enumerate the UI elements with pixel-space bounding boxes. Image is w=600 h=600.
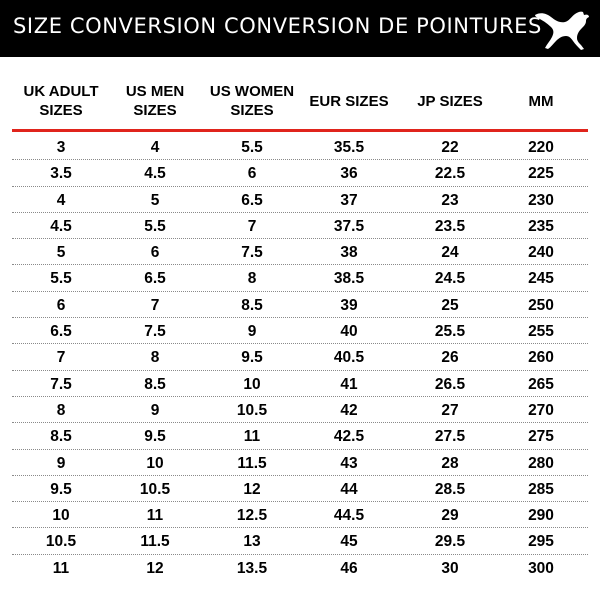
- table-row: [12, 318, 588, 344]
- table-header: [0, 78, 600, 124]
- table-cell: 42: [340, 401, 358, 419]
- table-cell: 10: [146, 454, 164, 472]
- column-header: [299, 78, 399, 124]
- table-row: [12, 134, 588, 160]
- table-cell: 9.5: [144, 428, 166, 446]
- table-cell: 8.5: [50, 428, 72, 446]
- table-cell: 25: [441, 296, 459, 314]
- column-header-line: US WOMEN: [209, 83, 295, 100]
- table-cell: 240: [528, 244, 554, 262]
- table-cell: 9: [56, 454, 66, 472]
- table-cell: 7.5: [50, 375, 72, 393]
- table-cell: 13: [243, 533, 261, 551]
- table-cell: 5.5: [144, 217, 166, 235]
- table-cell: 9: [150, 401, 160, 419]
- table-cell: 26.5: [434, 375, 466, 393]
- table-cell: 285: [528, 480, 554, 498]
- table-cell: 10: [243, 375, 261, 393]
- table-cell: 40.5: [333, 349, 365, 367]
- table-cell: 13.5: [236, 559, 268, 577]
- table-cell: 300: [528, 559, 554, 577]
- table-cell: 24.5: [434, 270, 466, 288]
- table-row: [12, 344, 588, 370]
- table-cell: 43: [340, 454, 358, 472]
- table-cell: 8: [56, 401, 66, 419]
- size-table: [0, 134, 600, 581]
- table-row: [12, 292, 588, 318]
- table-cell: 46: [340, 559, 358, 577]
- table-cell: 6.5: [144, 270, 166, 288]
- table-cell: 40: [340, 323, 358, 341]
- table-cell: 220: [528, 139, 554, 156]
- table-cell: 25.5: [434, 323, 466, 341]
- table-cell: 37.5: [333, 217, 365, 235]
- puma-cat-logo-icon: [532, 6, 592, 52]
- table-cell: 29: [441, 507, 459, 525]
- table-cell: 260: [528, 349, 554, 367]
- table-cell: 5.5: [50, 270, 72, 288]
- table-cell: 230: [528, 191, 554, 209]
- table-row: [12, 239, 588, 265]
- table-cell: 4.5: [50, 217, 72, 235]
- table-cell: 280: [528, 454, 554, 472]
- column-header: [402, 78, 498, 124]
- table-cell: 3.5: [50, 165, 72, 183]
- column-header: [202, 78, 302, 124]
- column-header: [501, 78, 581, 124]
- table-cell: 11.5: [140, 533, 170, 551]
- table-cell: 26: [441, 349, 459, 367]
- table-cell: 12: [146, 559, 164, 577]
- table-cell: 7.5: [144, 323, 166, 341]
- table-cell: 22.5: [434, 165, 466, 183]
- table-cell: 7: [247, 217, 257, 235]
- table-cell: 37: [340, 191, 358, 209]
- table-cell: 38.5: [333, 270, 365, 288]
- table-cell: 8: [247, 270, 257, 288]
- table-row: [12, 397, 588, 423]
- table-cell: 3: [56, 139, 66, 156]
- table-cell: 42.5: [333, 428, 365, 446]
- title-banner: [0, 0, 600, 57]
- column-header-line: US MEN: [125, 83, 185, 100]
- table-cell: 12.5: [236, 507, 268, 525]
- column-header: [108, 78, 202, 124]
- table-cell: 270: [528, 401, 554, 419]
- table-cell: 36: [340, 165, 358, 183]
- table-cell: 10.5: [45, 533, 77, 551]
- table-cell: 29.5: [434, 533, 466, 551]
- table-row: [12, 555, 588, 581]
- table-cell: 235: [528, 217, 554, 235]
- table-cell: 275: [528, 428, 554, 446]
- table-cell: 225: [528, 165, 554, 183]
- column-header-line: JP SIZES: [417, 92, 483, 110]
- table-cell: 7.5: [241, 244, 263, 262]
- table-cell: 6: [56, 296, 66, 314]
- table-row: [12, 371, 588, 397]
- table-cell: 41: [340, 375, 358, 393]
- table-cell: 44.5: [333, 507, 365, 525]
- table-cell: 250: [528, 296, 554, 314]
- table-cell: 45: [340, 533, 358, 551]
- column-header-line: UK ADULT: [23, 83, 99, 100]
- table-cell: 290: [528, 507, 554, 525]
- page-title: SIZE CONVERSION CONVERSION DE POINTURES: [13, 14, 542, 38]
- column-header: [9, 78, 113, 124]
- column-header-line: SIZES: [133, 102, 177, 119]
- table-cell: 11.5: [237, 454, 267, 472]
- table-cell: 8: [150, 349, 160, 367]
- table-cell: 255: [528, 323, 554, 341]
- table-row: [12, 476, 588, 502]
- table-cell: 9: [247, 323, 257, 341]
- table-row: [12, 450, 588, 476]
- table-cell: 5.5: [241, 139, 263, 156]
- column-header-line: SIZES: [39, 102, 83, 119]
- table-cell: 5: [150, 191, 160, 209]
- table-cell: 35.5: [333, 139, 365, 156]
- table-cell: 12: [243, 480, 261, 498]
- column-header-line: MM: [528, 92, 554, 110]
- table-cell: 10.5: [139, 480, 171, 498]
- table-cell: 11: [146, 507, 164, 525]
- table-cell: 6: [247, 165, 257, 183]
- table-cell: 44: [340, 480, 358, 498]
- column-header-line: EUR SIZES: [309, 92, 389, 110]
- table-cell: 295: [528, 533, 554, 551]
- table-row: [12, 265, 588, 291]
- table-cell: 39: [340, 296, 358, 314]
- table-cell: 10.5: [236, 401, 268, 419]
- table-row: [12, 423, 588, 449]
- table-cell: 11: [243, 428, 261, 446]
- table-cell: 8.5: [241, 296, 263, 314]
- table-row: [12, 213, 588, 239]
- table-cell: 8.5: [144, 375, 166, 393]
- table-cell: 28: [441, 454, 459, 472]
- table-cell: 11: [52, 559, 70, 577]
- table-cell: 9.5: [50, 480, 72, 498]
- table-cell: 4.5: [144, 165, 166, 183]
- table-cell: 6: [150, 244, 160, 262]
- table-cell: 6.5: [241, 191, 263, 209]
- table-cell: 9.5: [241, 349, 263, 367]
- table-cell: 7: [150, 296, 160, 314]
- table-cell: 28.5: [434, 480, 466, 498]
- table-cell: 7: [56, 349, 66, 367]
- table-cell: 4: [56, 191, 66, 209]
- table-cell: 24: [441, 244, 459, 262]
- table-cell: 38: [340, 244, 358, 262]
- table-cell: 27.5: [434, 428, 466, 446]
- header-divider: [12, 129, 588, 132]
- table-cell: 30: [441, 559, 459, 577]
- table-cell: 27: [441, 401, 459, 419]
- table-row: [12, 187, 588, 213]
- table-cell: 23.5: [434, 217, 466, 235]
- table-cell: 6.5: [50, 323, 72, 341]
- table-cell: 10: [52, 507, 70, 525]
- table-cell: 265: [528, 375, 554, 393]
- table-row: [12, 502, 588, 528]
- table-row: [12, 160, 588, 186]
- table-cell: 4: [150, 139, 160, 156]
- table-cell: 245: [528, 270, 554, 288]
- table-row: [12, 528, 588, 554]
- table-cell: 22: [441, 139, 459, 156]
- table-cell: 5: [56, 244, 66, 262]
- table-cell: 23: [441, 191, 459, 209]
- column-header-line: SIZES: [230, 102, 274, 119]
